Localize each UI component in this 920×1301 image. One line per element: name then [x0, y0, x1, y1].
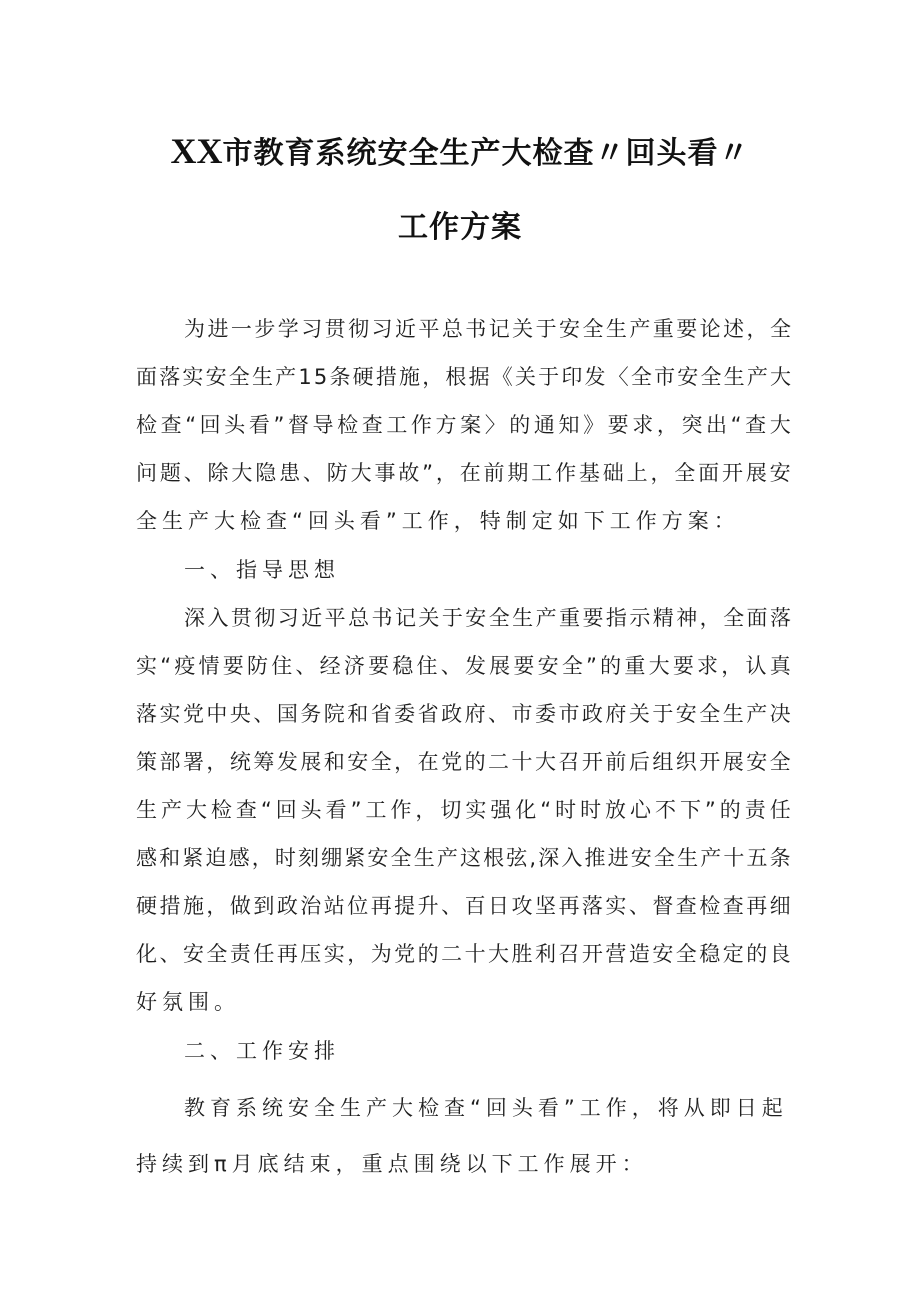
para-1-line-1: 为 进 一 步 学 习 贯 彻 习 近 平 总 书 记 关 于 安 全 生 产 重 要 论 述 ， 全 — [184, 317, 791, 341]
para-2-line-1: 深 入 贯 彻 习 近 平 总 书 记 关 于 安 全 生 产 重 要 指 示 精 神 ， 全 面 落 — [184, 606, 791, 630]
title-prefix: XX — [170, 131, 223, 171]
para-2-line-6: 感 和 紧 迫 感 ， 时 刻 绷 紧 安 全 生 产 这 根 弦 , 深 入 推 进 安 全 生 产 十 五 条 — [136, 846, 791, 870]
para-3-line-2: 持续到π月底结束，重点围绕以下工作展开： — [136, 1152, 648, 1176]
document-title-line-2: 工作方案 — [398, 210, 522, 245]
para-1-line-2: 面 落 实 安 全 生 产 1 5 条 硬 措 施 ， 根 据 《 关 于 印 发 〈 全 市 安 全 生 产 大 — [136, 365, 791, 389]
para-1-line-3: 检 查 “ 回 头 看 ” 督 导 检 查 工 作 方 案 〉 的 通 知 》 要 求 ， 突 出 “ 查 大 — [136, 413, 791, 437]
para-3-line-1: 教育系统安全生产大检查“回头看”工作，将从即日起 — [184, 1096, 788, 1120]
section-heading-1: 一、指导思想 — [184, 558, 340, 582]
para-1-line-5: 全生产大检查“回头看”工作，特制定如下工作方案： — [136, 509, 740, 533]
para-2-line-3: 落 实 党 中 央 、 国 务 院 和 省 委 省 政 府 、 市 委 市 政 府 关 于 安 全 生 产 决 — [136, 702, 791, 726]
para-2-line-2: 实 “ 疫 情 要 防 住 、 经 济 要 稳 住 、 发 展 要 安 全 ” 的 重 大 要 求 ， 认 真 — [136, 654, 791, 678]
para-2-line-5: 生 产 大 检 查 “ 回 头 看 ” 工 作 ， 切 实 强 化 “ 时 时 放 心 不 下 ” 的 责 任 — [136, 798, 791, 822]
para-2-line-9: 好氛围。 — [136, 990, 240, 1014]
para-1-line-4: 问 题 、 除 大 隐 患 、 防 大 事 故 ” ， 在 前 期 工 作 基 础 上 ， 全 面 开 展 安 — [136, 461, 791, 485]
title-main: 市教育系统安全生产大检查〃回头看〃 — [222, 136, 750, 171]
document-title-line-1 — [0, 128, 920, 172]
para-2-line-7: 硬 措 施 ， 做 到 政 治 站 位 再 提 升 、 百 日 攻 坚 再 落 实 、 督 查 检 查 再 细 — [136, 894, 791, 918]
para-2-line-8: 化 、 安 全 责 任 再 压 实 ， 为 党 的 二 十 大 胜 利 召 开 营 造 安 全 稳 定 的 良 — [136, 942, 791, 966]
section-heading-2: 二、工作安排 — [184, 1039, 340, 1063]
para-2-line-4: 策 部 署 ， 统 筹 发 展 和 安 全 ， 在 党 的 二 十 大 召 开 前 后 组 织 开 展 安 全 — [136, 750, 791, 774]
